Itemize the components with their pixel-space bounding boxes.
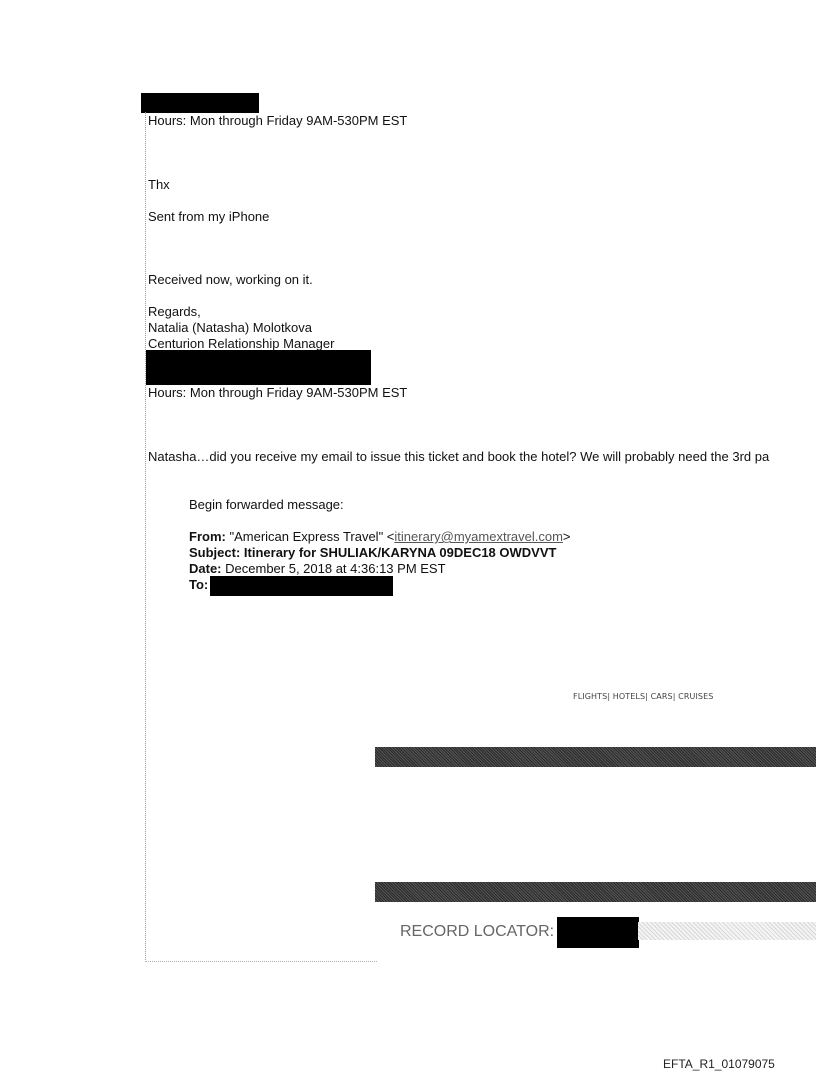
- body-message: Natasha…did you receive my email to issue this ticket and book the hotel? We will probably need the 3rd pa: [148, 449, 770, 464]
- record-locator-bar: [638, 922, 816, 940]
- to-label: To:: [189, 577, 209, 592]
- travel-nav: [573, 692, 713, 702]
- date-value: December 5, 2018 at 4:36:13 PM EST: [225, 561, 446, 576]
- forwarded-date-line: [189, 561, 446, 576]
- forwarded-subject-line: [189, 545, 556, 560]
- quote-bottom-rule: [145, 961, 377, 962]
- quote-border: [145, 112, 146, 962]
- sent-from-text: Sent from my iPhone: [148, 209, 270, 224]
- record-locator-label: RECORD LOCATOR:: [400, 923, 555, 940]
- signature-title: Centurion Relationship Manager: [148, 336, 335, 351]
- section-band: [375, 882, 816, 902]
- subject-value: Itinerary for SHULIAK/KARYNA 09DEC18 OWDVVT: [243, 545, 557, 560]
- redaction-box-signature: [146, 350, 371, 385]
- from-email-link[interactable]: itinerary@myamextravel.com: [394, 529, 563, 544]
- nav-separator: |: [607, 692, 611, 701]
- from-label: From:: [189, 529, 226, 544]
- hours-line-top: Hours: Mon through Friday 9AM-530PM EST: [148, 113, 408, 128]
- date-label: Date:: [189, 561, 222, 576]
- forwarded-to-line: [189, 577, 208, 592]
- document-id: EFTA_R1_01079075: [663, 1057, 775, 1071]
- redaction-box-locator: [557, 917, 639, 948]
- forwarded-from-line: [189, 529, 571, 544]
- thx-text: Thx: [148, 177, 170, 192]
- nav-flights-link[interactable]: FLIGHTS: [573, 692, 608, 701]
- redaction-box-top: [141, 93, 259, 113]
- nav-hotels-link[interactable]: HOTELS: [612, 692, 646, 701]
- received-text: Received now, working on it.: [148, 272, 313, 287]
- subject-label: Subject:: [189, 545, 241, 560]
- forwarded-intro: Begin forwarded message:: [189, 497, 344, 512]
- from-close: >: [562, 529, 571, 544]
- signature-name: Natalia (Natasha) Molotkova: [148, 320, 313, 335]
- hours-line-signature: Hours: Mon through Friday 9AM-530PM EST: [148, 385, 408, 400]
- nav-cruises-link[interactable]: CRUISES: [678, 692, 714, 701]
- redaction-box-to: [210, 576, 393, 596]
- nav-separator: |: [645, 692, 648, 701]
- header-band: [375, 747, 816, 767]
- nav-separator: |: [672, 692, 676, 701]
- nav-cars-link[interactable]: CARS: [650, 692, 673, 701]
- signature-regards: Regards,: [148, 304, 201, 319]
- from-name: "American Express Travel" <: [229, 529, 395, 544]
